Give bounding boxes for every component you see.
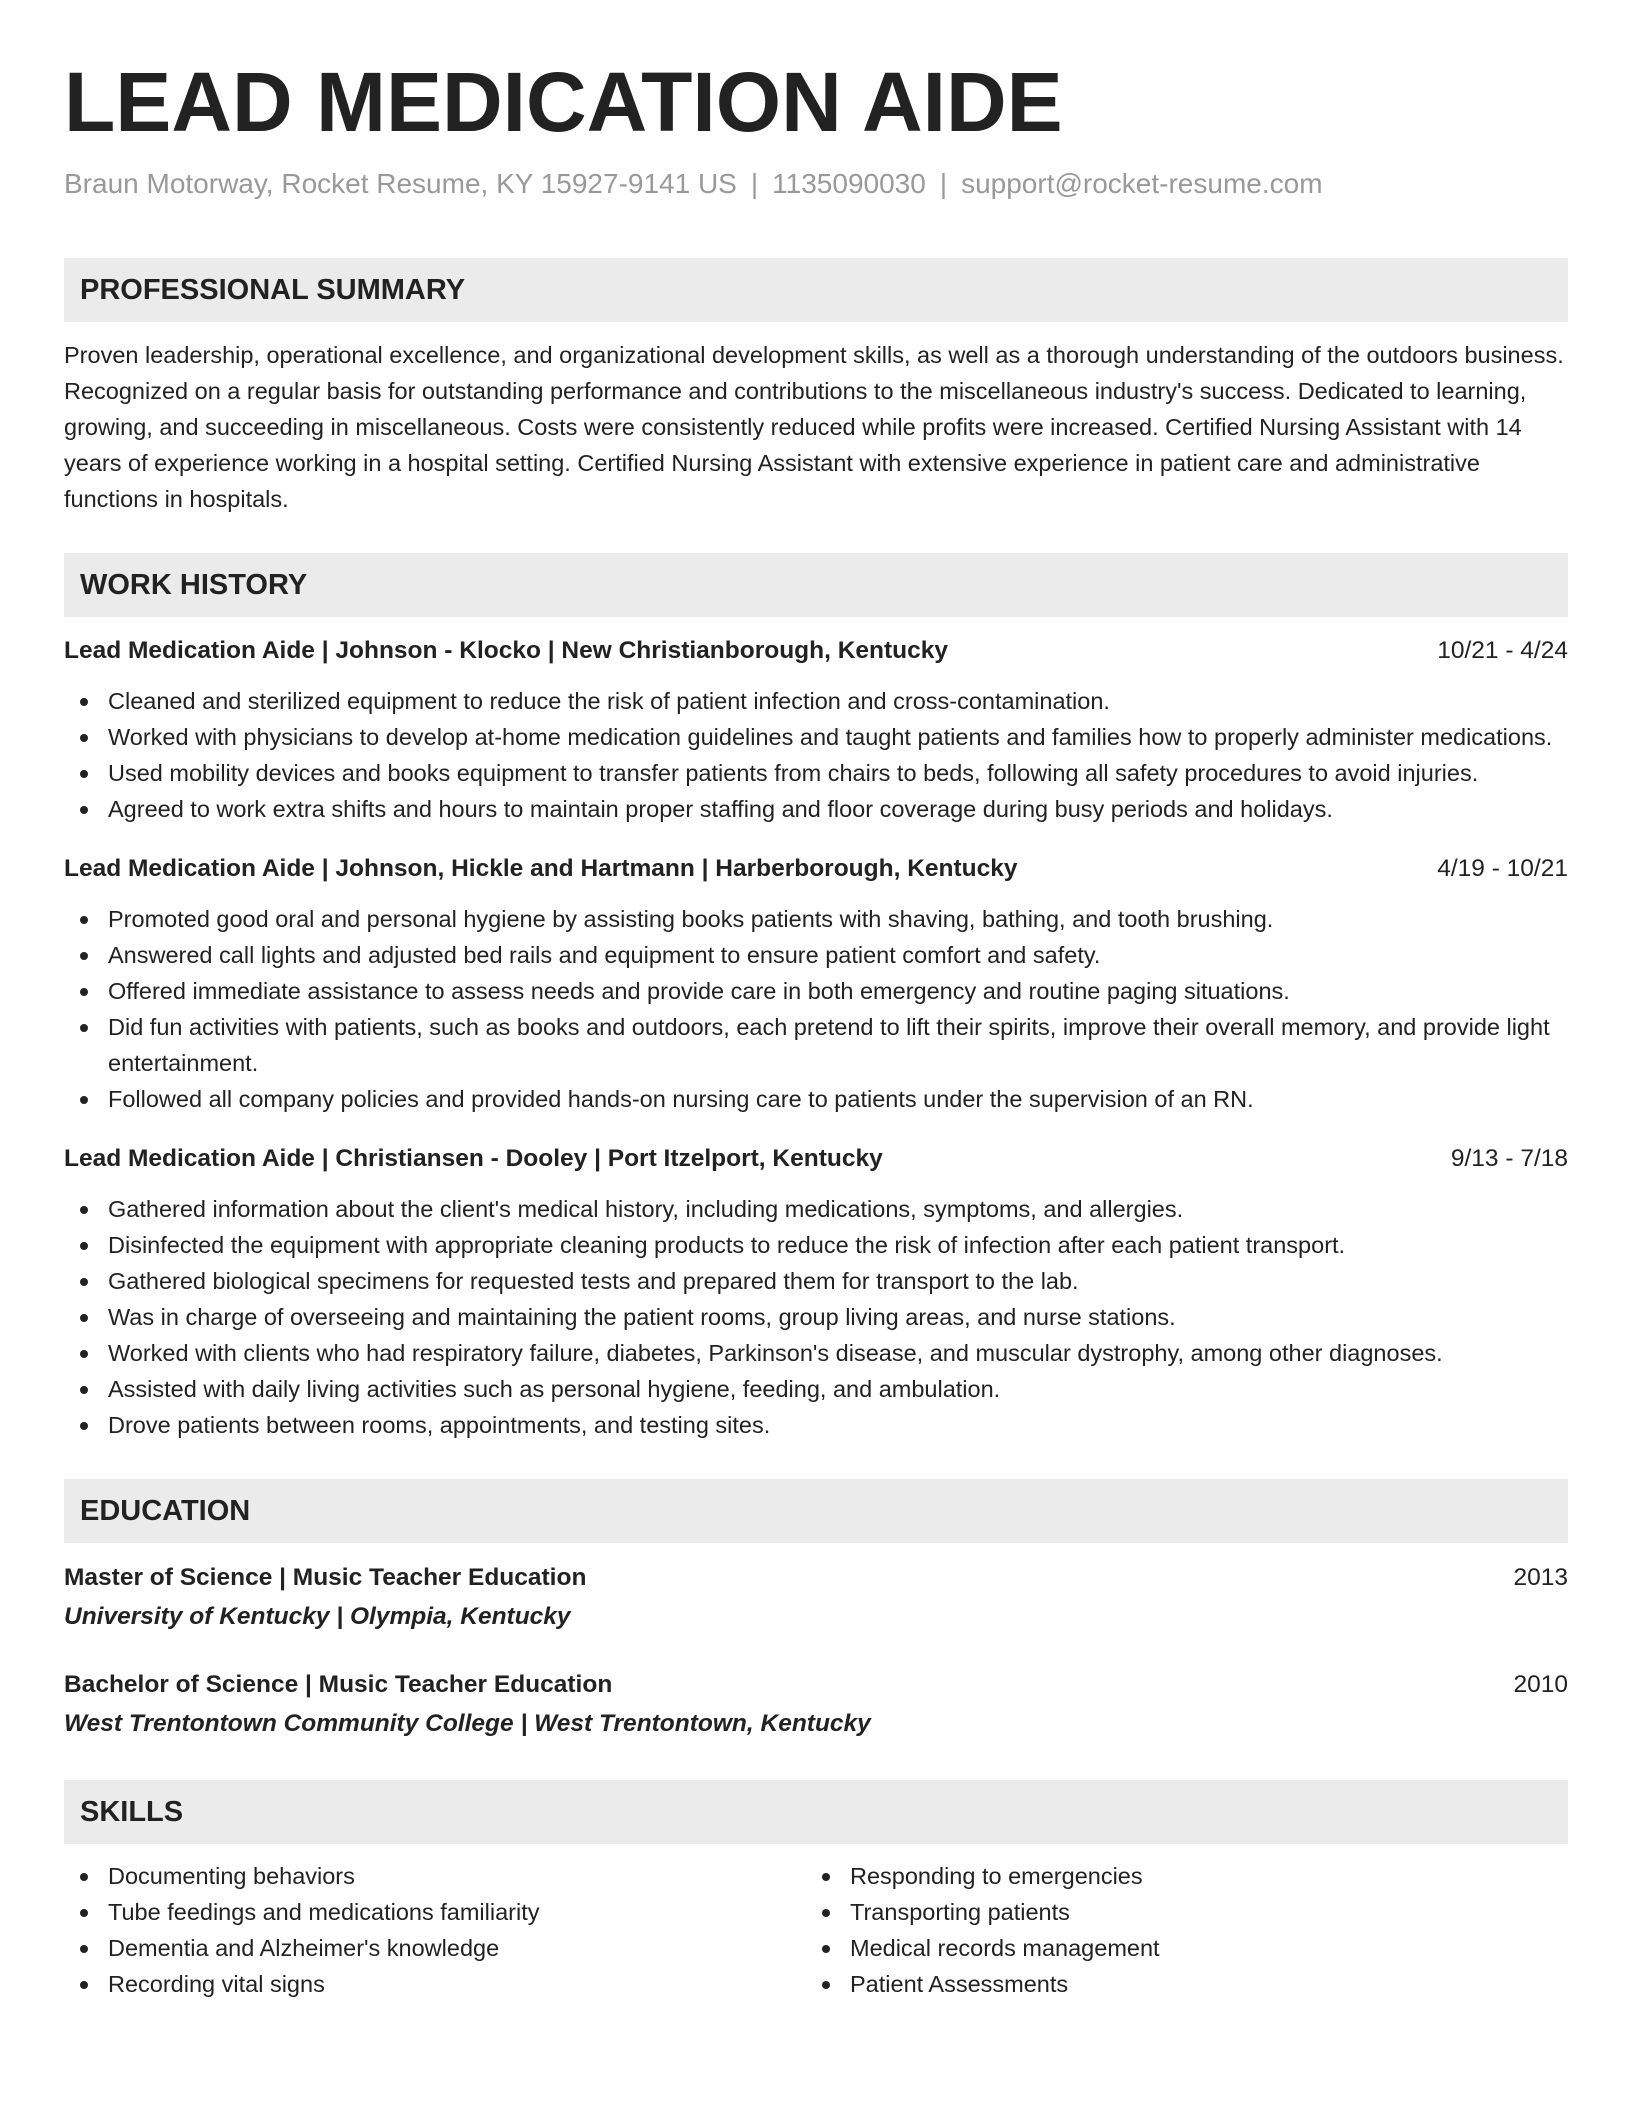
- section-heading-education: EDUCATION: [64, 1479, 1568, 1543]
- bullet-item: Drove patients between rooms, appointments, and testing sites.: [64, 1407, 1568, 1443]
- bullet-item: Worked with clients who had respiratory failure, diabetes, Parkinson's disease, and muscular dystrophy, among other diagnoses.: [64, 1335, 1568, 1371]
- bullet-item: Promoted good oral and personal hygiene by assisting books patients with shaving, bathing, and tooth brushing.: [64, 901, 1568, 937]
- bullet-item: Disinfected the equipment with appropriate cleaning products to reduce the risk of infection after each patient transport.: [64, 1227, 1568, 1263]
- skill-item: Tube feedings and medications familiarity: [64, 1894, 806, 1930]
- job-entry: [64, 633, 1568, 827]
- skill-item: Documenting behaviors: [64, 1858, 806, 1894]
- skill-item: Transporting patients: [806, 1894, 1548, 1930]
- education-year: 2013: [1513, 1564, 1568, 1591]
- job-header: [64, 1141, 1568, 1177]
- education-entry: [64, 1666, 1568, 1744]
- job-header: [64, 851, 1568, 887]
- bullet-item: Did fun activities with patients, such as books and outdoors, each pretend to lift their spirits, improve their overall memory, and provide light entertainment.: [64, 1009, 1568, 1081]
- skill-item: Dementia and Alzheimer's knowledge: [64, 1930, 806, 1966]
- contact-separator: |: [750, 168, 759, 199]
- section-heading-work-history: WORK HISTORY: [64, 553, 1568, 617]
- job-title: Lead Medication Aide | Johnson, Hickle and Hartmann | Harberborough, Kentucky: [64, 855, 1018, 882]
- education-degree: Bachelor of Science | Music Teacher Education: [64, 1671, 613, 1698]
- bullet-item: Agreed to work extra shifts and hours to maintain proper staffing and floor coverage during busy periods and holidays.: [64, 791, 1568, 827]
- education-school: University of Kentucky | Olympia, Kentucky: [64, 1603, 571, 1630]
- job-entry: [64, 851, 1568, 1117]
- skills-column-left: [64, 1858, 806, 2002]
- bullet-item: Was in charge of overseeing and maintaining the patient rooms, group living areas, and nurse stations.: [64, 1299, 1568, 1335]
- section-heading-summary: PROFESSIONAL SUMMARY: [64, 258, 1568, 322]
- bullet-item: Used mobility devices and books equipment to transfer patients from chairs to beds, following all safety procedures to avoid injuries.: [64, 755, 1568, 791]
- education-year: 2010: [1513, 1671, 1568, 1698]
- education-degree: Master of Science | Music Teacher Education: [64, 1564, 587, 1591]
- job-dates: 10/21 - 4/24: [1437, 637, 1568, 664]
- bullet-item: Followed all company policies and provided hands-on nursing care to patients under the supervision of an RN.: [64, 1081, 1568, 1117]
- bullet-item: Cleaned and sterilized equipment to reduce the risk of patient infection and cross-contamination.: [64, 683, 1568, 719]
- resume-page: [64, 0, 1568, 2002]
- skill-item: Medical records management: [806, 1930, 1548, 1966]
- contact-address: Braun Motorway, Rocket Resume, KY 15927-9141 US: [64, 168, 737, 199]
- section-heading-skills: SKILLS: [64, 1780, 1568, 1844]
- contact-line: [64, 164, 1568, 204]
- job-bullets: [64, 901, 1568, 1117]
- education-entry: [64, 1559, 1568, 1637]
- summary-text: Proven leadership, operational excellence, and organizational development skills, as well as a thorough understanding of the outdoors business. Recognized on a regular basis for outstanding performance and contributions to the miscellaneous industry's success. Dedicated to learning, growing, and succeeding in miscellaneous. Costs were consistently reduced while profits were increased. Certified Nursing Assistant with 14 years of experience working in a hospital setting. Certified Nursing Assistant with extensive experience in patient care and administrative functions in hospitals.: [64, 342, 1564, 512]
- skills-column-right: [806, 1858, 1548, 2002]
- bullet-item: Worked with physicians to develop at-home medication guidelines and taught patients and families how to properly administer medications.: [64, 719, 1568, 755]
- contact-separator: |: [939, 168, 948, 199]
- education-header: [64, 1666, 1568, 1704]
- job-bullets: [64, 1191, 1568, 1443]
- contact-phone: 1135090030: [772, 168, 926, 199]
- job-title: Lead Medication Aide | Christiansen - Dooley | Port Itzelport, Kentucky: [64, 1145, 883, 1172]
- bullet-item: Gathered information about the client's medical history, including medications, symptoms, and allergies.: [64, 1191, 1568, 1227]
- job-entry: [64, 1141, 1568, 1443]
- skills-list: [64, 1858, 1568, 2002]
- bullet-item: Answered call lights and adjusted bed rails and equipment to ensure patient comfort and safety.: [64, 937, 1568, 973]
- job-header: [64, 633, 1568, 669]
- education-header: [64, 1559, 1568, 1597]
- job-dates: 4/19 - 10/21: [1437, 855, 1568, 882]
- contact-email: support@rocket-resume.com: [961, 168, 1323, 199]
- bullet-item: Gathered biological specimens for requested tests and prepared them for transport to the lab.: [64, 1263, 1568, 1299]
- job-bullets: [64, 683, 1568, 827]
- skill-item: Recording vital signs: [64, 1966, 806, 2002]
- job-title: Lead Medication Aide | Johnson - Klocko | New Christianborough, Kentucky: [64, 637, 948, 664]
- job-dates: 9/13 - 7/18: [1450, 1145, 1568, 1172]
- skill-item: Responding to emergencies: [806, 1858, 1548, 1894]
- candidate-name: LEAD MEDICATION AIDE: [64, 55, 1063, 149]
- education-school: West Trentontown Community College | West Trentontown, Kentucky: [64, 1710, 871, 1737]
- skill-item: Patient Assessments: [806, 1966, 1548, 2002]
- bullet-item: Assisted with daily living activities such as personal hygiene, feeding, and ambulation.: [64, 1371, 1568, 1407]
- bullet-item: Offered immediate assistance to assess needs and provide care in both emergency and routine paging situations.: [64, 973, 1568, 1009]
